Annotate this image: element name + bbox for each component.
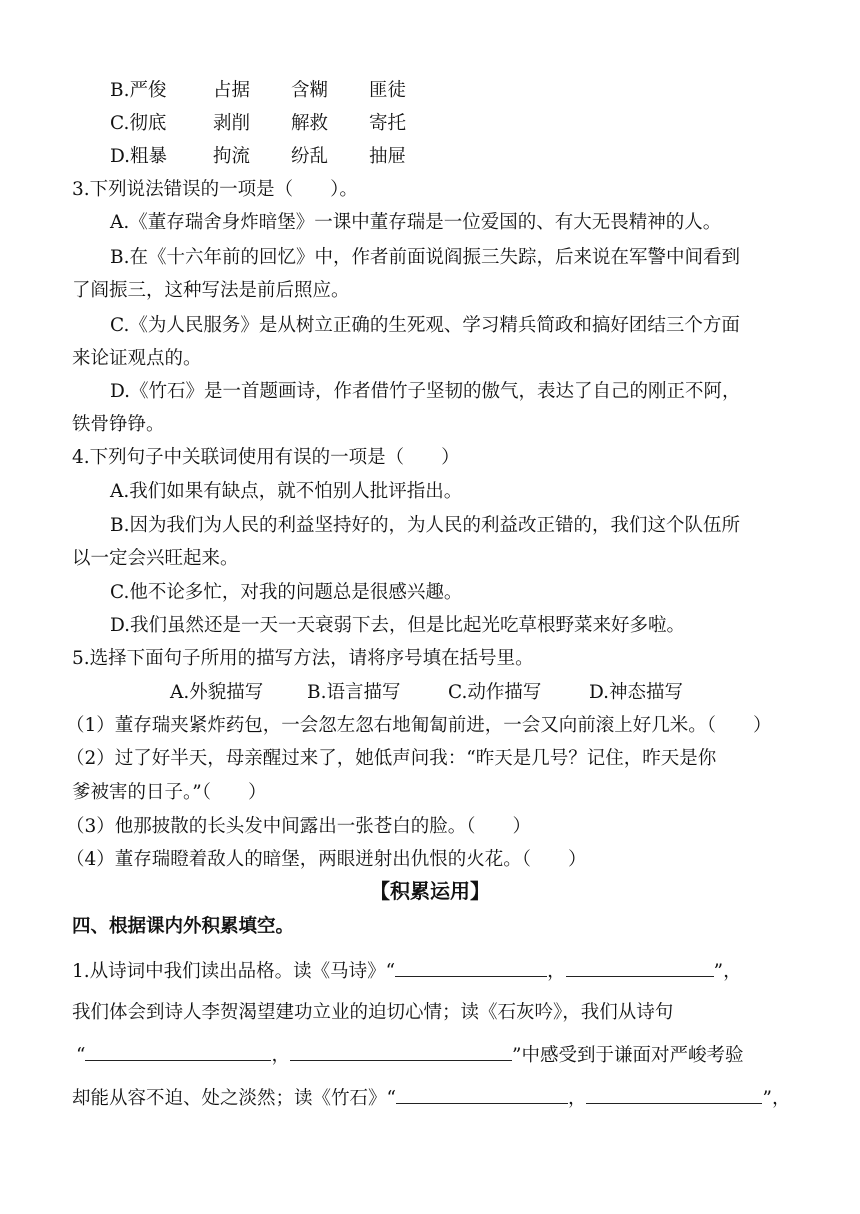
fill-text: ，: [271, 1045, 290, 1066]
part4-line-1: [72, 956, 742, 985]
section-title: 【积累运用】: [370, 879, 490, 903]
fill-blank[interactable]: [395, 956, 547, 977]
q3-option-d-cont: 铁骨铮铮。: [72, 414, 165, 435]
fill-text: “: [76, 1045, 86, 1066]
option-word: 纷乱: [291, 146, 329, 167]
q5-stem: 5.选择下面句子所用的描写方法，请将序号填在括号里。: [72, 648, 534, 669]
choice-label: A.外貌描写: [170, 682, 264, 703]
option-word: 抽屉: [369, 146, 407, 167]
part4-heading: 四、根据课内外积累填空。: [72, 916, 295, 937]
fill-text: ”，: [762, 1088, 791, 1109]
q5-sentence-1: （1）董存瑞夹紧炸药包，一会忽左忽右地匍匐前进，一会又向前滚上好几米。（ ）: [66, 715, 772, 736]
choice-label: B.语言描写: [307, 682, 401, 703]
option-word: 匪徒: [369, 80, 407, 101]
q3-option-c-cont: 来论证观点的。: [72, 348, 202, 369]
q5-choices: [170, 680, 683, 706]
fill-text: ，: [547, 961, 566, 982]
fill-blank[interactable]: [586, 1083, 762, 1104]
choice-label: D.神态描写: [589, 682, 684, 703]
q4-option-a: A.我们如果有缺点，就不怕别人批评指出。: [110, 481, 463, 502]
option-word: 解救: [291, 113, 329, 134]
choice-label: C.动作描写: [448, 682, 542, 703]
option-word: 剥削: [213, 113, 251, 134]
q4-option-c: C.他不论多忙，对我的问题总是很感兴趣。: [110, 582, 463, 603]
q4-option-b-cont: 以一定会兴旺起来。: [72, 548, 239, 569]
q3-option-a: A.《董存瑞舍身炸暗堡》一课中董存瑞是一位爱国的、有大无畏精神的人。: [110, 212, 722, 233]
fill-blank[interactable]: [85, 1040, 271, 1061]
q4-option-b: B.因为我们为人民的利益坚持好的，为人民的利益改正错的，我们这个队伍所: [110, 515, 740, 536]
q3-option-b: B.在《十六年前的回忆》中，作者前面说阎振三失踪，后来说在军警中间看到: [110, 247, 740, 268]
fill-text: 1.从诗词中我们读出品格。读《马诗》“: [72, 961, 396, 982]
option-label: B.严俊: [110, 80, 167, 101]
fill-text: 却能从容不迫、处之淡然；读《竹石》“: [72, 1088, 396, 1109]
q4-stem: 4.下列句子中关联词使用有误的一项是（ ）: [72, 447, 460, 468]
q3-stem: 3.下列说法错误的一项是（ ）。: [72, 179, 358, 200]
q2-option-c: [110, 111, 406, 137]
q5-sentence-3: （3）他那披散的长头发中间露出一张苍白的脸。（ ）: [66, 816, 532, 837]
q2-option-b: [110, 78, 406, 104]
fill-blank[interactable]: [566, 956, 714, 977]
fill-text: ”中感受到于谦面对严峻考验: [511, 1045, 744, 1066]
option-word: 占据: [213, 80, 251, 101]
part4-line-3: [76, 1040, 743, 1069]
option-word: 含糊: [291, 80, 329, 101]
part4-line-2: 我们体会到诗人李贺渴望建功立业的迫切心情；读《石灰吟》，我们从诗句: [72, 1002, 674, 1023]
q4-option-d: D.我们虽然还是一天一天衰弱下去，但是比起光吃草根野菜来好多啦。: [110, 615, 686, 636]
option-label: D.粗暴: [110, 146, 168, 167]
fill-text: ，: [567, 1088, 587, 1109]
fill-blank[interactable]: [396, 1083, 568, 1104]
part4-line-4: [72, 1083, 790, 1112]
q3-option-b-cont: 了阎振三，这种写法是前后照应。: [72, 280, 350, 301]
option-word: 拘流: [213, 146, 251, 167]
q5-sentence-4: （4）董存瑞瞪着敌人的暗堡，两眼迸射出仇恨的火花。（ ）: [66, 849, 587, 870]
fill-blank[interactable]: [290, 1040, 512, 1061]
q2-option-d: [110, 144, 406, 170]
option-word: 寄托: [369, 113, 407, 134]
q5-sentence-2-cont: 爹被害的日子。”（ ）: [72, 782, 267, 803]
option-label: C.彻底: [110, 113, 167, 134]
q5-sentence-2: （2）过了好半天，母亲醒过来了，她低声问我：“昨天是几号？记住，昨天是你: [66, 748, 717, 769]
fill-text: ”，: [713, 961, 742, 982]
q3-option-d: D.《竹石》是一首题画诗，作者借竹子坚韧的傲气，表达了自己的刚正不阿，: [110, 381, 741, 402]
q3-option-c: C.《为人民服务》是从树立正确的生死观、学习精兵简政和搞好团结三个方面: [110, 315, 740, 336]
